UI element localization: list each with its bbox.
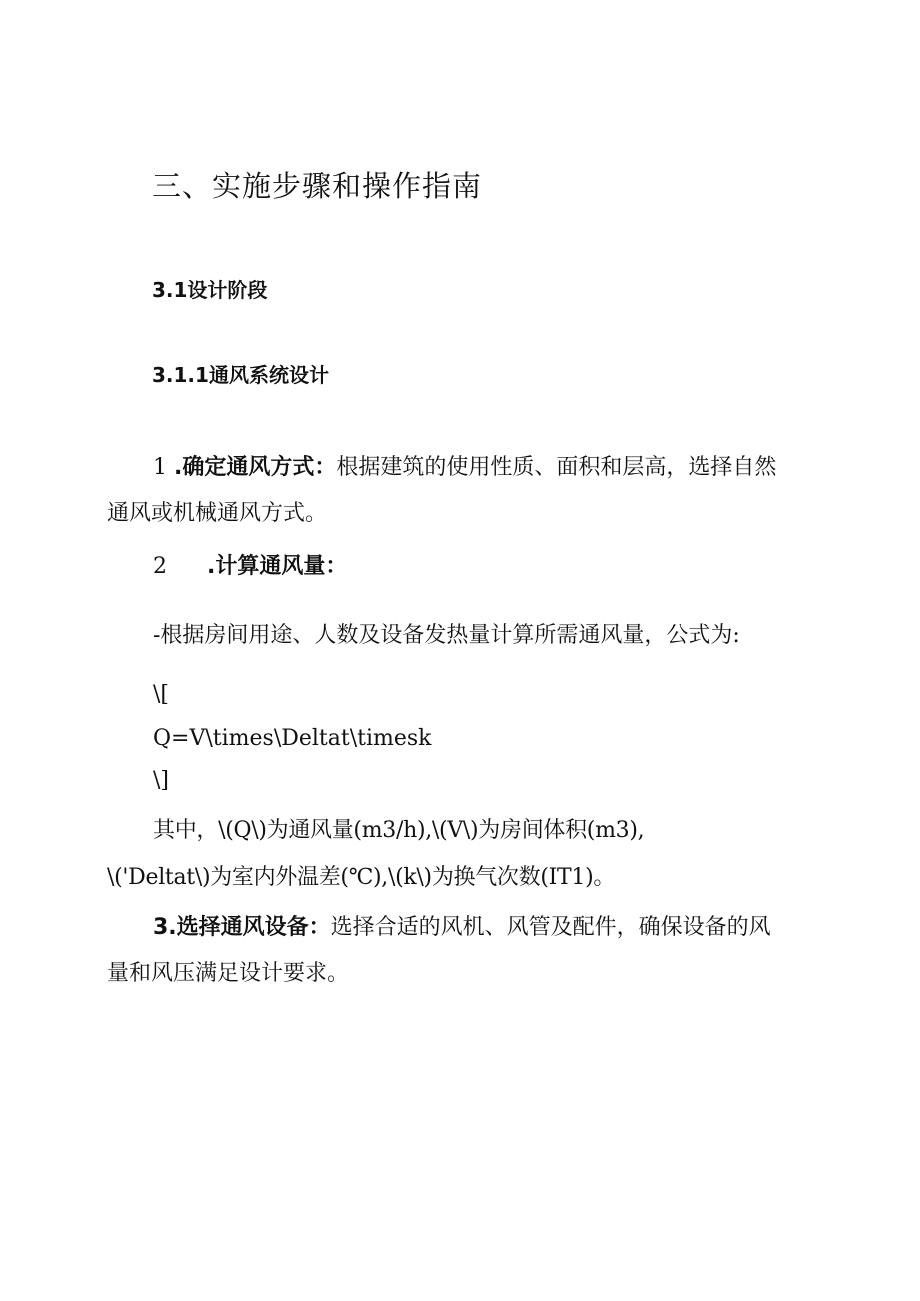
item1-line1	[153, 457, 776, 479]
formula-open: \[	[153, 682, 169, 707]
item3-text-line1: 选择合适的风机、风管及配件，确保设备的风	[330, 915, 771, 940]
item2-number: 2	[153, 554, 167, 579]
chapter-heading: 三、实施步骤和操作指南	[152, 169, 483, 203]
item3-text-line2: 量和风压满足设计要求。	[107, 961, 350, 986]
item2-text: -根据房间用途、人数及设备发热量计算所需通风量，公式为:	[153, 623, 740, 648]
section-heading: 3.1设计阶段	[152, 278, 268, 302]
item1-title: .确定通风方式：	[174, 455, 337, 480]
item1-number: 1	[153, 455, 167, 480]
subsection-heading: 3.1.1通风系统设计	[152, 363, 329, 387]
formula-where-line2: \('Deltat\)为室内外温差(℃),\(k\)为换气次数(IT1)。	[107, 865, 616, 890]
formula: Q=V\times\Deltat\timesk	[153, 726, 432, 751]
item1-text-line2: 通风或机械通风方式。	[107, 501, 328, 526]
formula-where-line1: 其中，\(Q\)为通风量(m3/h),\(V\)为房间体积(m3),	[153, 818, 645, 843]
item3-line1	[153, 917, 771, 939]
formula-close: \]	[153, 768, 169, 793]
item2-title: .计算通风量：	[207, 554, 348, 579]
item2-heading	[153, 556, 347, 578]
item1-text-line1: 根据建筑的使用性质、面积和层高，选择自然	[336, 455, 777, 480]
item3-title: 3.选择通风设备：	[153, 915, 331, 940]
